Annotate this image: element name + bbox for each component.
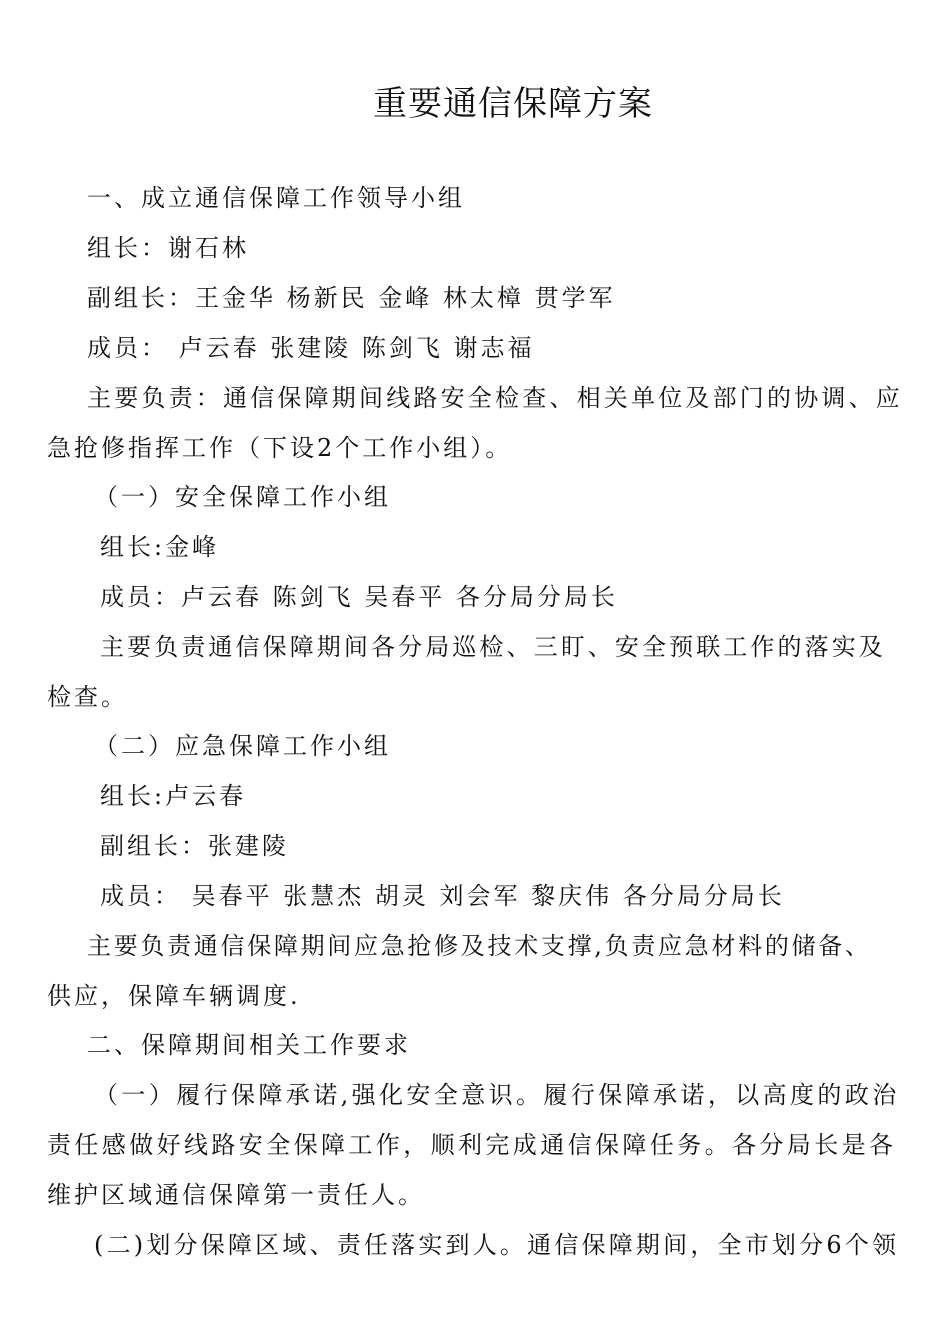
subsection-heading-safety-group: （一）安全保障工作小组 [94,483,391,511]
leader-line: 组长：谢石林 [87,234,249,262]
requirement-1-line-3: 维护区域通信保障第一责任人。 [47,1181,425,1209]
section-heading-leadership-group: 一、成立通信保障工作领导小组 [87,184,465,212]
members-line: 成员： 卢云春 张建陵 陈剑飞 谢志福 [87,334,535,362]
subsection-heading-emergency-group: （二）应急保障工作小组 [94,732,391,760]
emergency-group-duty-line-2: 供应，保障车辆调度. [47,982,301,1010]
responsibility-paragraph-line-1: 主要负责：通信保障期间线路安全检查、相关单位及部门的协调、应 [87,384,903,412]
safety-group-duty-line-1: 主要负责通信保障期间各分局巡检、三盯、安全预联工作的落实及 [100,633,886,661]
requirement-1-line-2: 责任感做好线路安全保障工作，顺利完成通信保障任务。各分局长是各 [47,1131,897,1159]
safety-group-members-line: 成员：卢云春 陈剑飞 吴春平 各分局分局长 [100,583,618,611]
responsibility-paragraph-line-2: 急抢修指挥工作（下设2个工作小组）。 [47,434,513,462]
document-title: 重要通信保障方案 [373,84,653,124]
emergency-group-leader-line: 组长:卢云春 [100,782,247,810]
emergency-group-members-line: 成员： 吴春平 张慧杰 胡灵 刘会军 黎庆伟 各分局分局长 [100,882,785,910]
safety-group-duty-line-2: 检查。 [47,683,128,711]
section-heading-requirements: 二、保障期间相关工作要求 [87,1031,411,1059]
requirement-2-line-1: (二)划分保障区域、责任落实到人。通信保障期间，全市划分6个领 [94,1231,900,1259]
emergency-group-duty-line-1: 主要负责通信保障期间应急抢修及技术支撑,负责应急材料的储备、 [87,932,872,960]
safety-group-leader-line: 组长:金峰 [100,533,220,561]
deputy-leader-line: 副组长：王金华 杨新民 金峰 林太樟 贯学军 [87,284,616,312]
emergency-group-deputy-line: 副组长：张建陵 [100,832,289,860]
requirement-1-line-1: （一）履行保障承诺,强化安全意识。履行保障承诺，以高度的政治 [94,1081,900,1109]
